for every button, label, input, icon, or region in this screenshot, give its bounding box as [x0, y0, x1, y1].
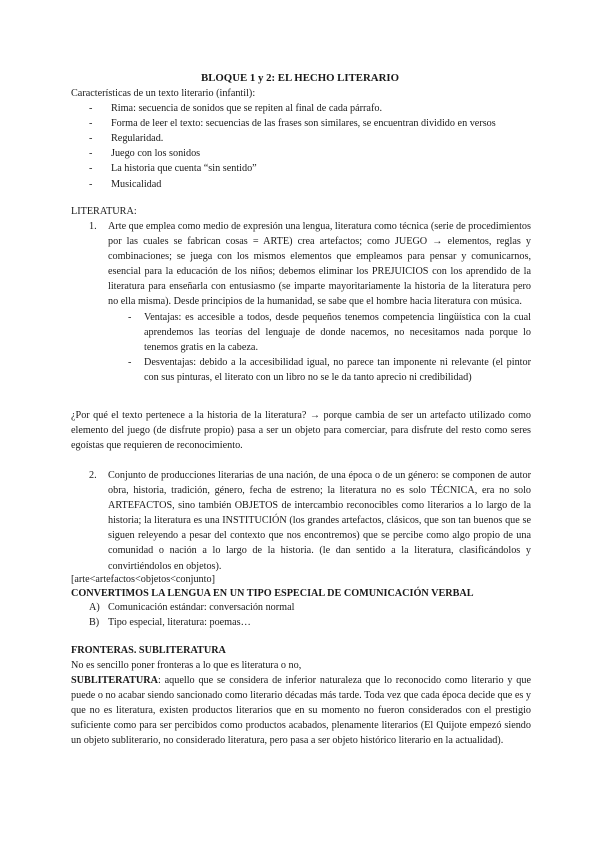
fronteras-heading: FRONTERAS. SUBLITERATURA — [71, 645, 226, 656]
subliteratura-term: SUBLITERATURA — [71, 675, 158, 686]
subliteratura-definition: : aquello que se considera de inferior naturaleza que lo reconocido como literario y que puede o no acabar siendo sancionado como literario décadas más tarde. Toda vez que cada época decide que es y que no es literatura, existen productos literarios que en su momento no fueron considerados con el prestigio suficiente como para ser percibidos como productos acabados, plenamente literarios (El Quijote empezó siendo un objeto subliterario, no considerado literatura, pero pasa a ser objeto histórico literario en la actualidad). — [71, 675, 531, 747]
sublist-item-disadvantages: - Desventajas: debido a la accesibilidad igual, no parece tan imponente ni relevante (el pintor con sus pinturas, el literato con un libro no se le da tanto aprecio ni credibilidad) — [71, 355, 531, 385]
subliteratura-paragraph — [71, 673, 531, 748]
list-item: - La historia que cuenta “sin sentido” — [71, 161, 531, 176]
list-item: - Rima: secuencia de sonidos que se repiten al final de cada párrafo. — [71, 101, 531, 116]
convertimos-heading: CONVERTIMOS LA LENGUA EN UN TIPO ESPECIAL DE COMUNICACIÓN VERBAL — [71, 588, 474, 599]
list-item: - Musicalidad — [71, 177, 531, 192]
item-number: 2. — [89, 470, 97, 481]
characteristics-heading: Características de un texto literario (infantil): — [71, 88, 256, 99]
item-number: 1. — [89, 221, 97, 232]
communication-types — [71, 600, 531, 630]
formula-line: [arte<artefactos<objetos<conjunto] — [71, 574, 215, 585]
list-item: - Regularidad. — [71, 131, 531, 146]
sublist-item-advantages: - Ventajas: es accesible a todos, desde pequeños tenemos competencia lingüística con la cual aprendemos las teorías del lenguaje de donde nacemos, no necesitamos nada porque lo tenemos gratis en la cabeza. — [71, 310, 531, 355]
characteristics-section — [71, 86, 531, 192]
list-item: B) Tipo especial, literatura: poemas… — [89, 617, 251, 629]
page-title: BLOQUE 1 y 2: EL HECHO LITERARIO — [201, 72, 399, 84]
item-text: Conjunto de producciones literarias de una nación, de una época o de un género: se componen de autor obra, historia, tradición, género, fecha de estreno; la literatura no es solo TÉCNICA, era no solo ARTEFACTOS, sino también OBJETOS de intercambio reconocibles como literarios a lo largo de la historia; la literatura es una INSTITUCIÓN (los grandes artefactos, clásicos, que son tan buenos que se siguen releyendo a pesar del contexto que nos encontremos) que se percibe como algo propio de una comunidad o nación a lo largo de la historia. (le dan sentido a la literatura, clasificándolos y convirtiéndolos en objetos). — [108, 470, 531, 572]
fronteras-intro: No es sencillo poner fronteras a lo que es literatura o no, — [71, 660, 302, 671]
literature-item-2 — [71, 468, 531, 574]
literature-section-heading: LITERATURA: — [71, 206, 137, 217]
list-item: - Forma de leer el texto: secuencias de las frases son similares, se encuentran dividido en versos — [71, 116, 531, 131]
list-item: - Juego con los sonidos — [71, 146, 531, 161]
item-text: Arte que emplea como medio de expresión una lengua, literatura como técnica (serie de procedimientos por las cuales se fabrican cosas = ARTE) crea artefactos; como JUEGO → elementos, reglas y combinaciones; se juega con los mismos elementos que empleamos para pensar y comunicarnos, esencial para la educación de los niños; debemos eliminar los PREJUICIOS con los aprendido de la literatura para enseñarla con entusiasmo (se imparte mayoritariamente la historia de la literatura pero no ella misma). Desde principios de la humanidad, se sabe que el hombre hacia literatura con música. — [108, 221, 531, 308]
literature-item-1 — [71, 219, 531, 385]
question-paragraph: ¿Por qué el texto pertenece a la historia de la literatura? → porque cambia de ser un artefacto utilizado como elemento del juego (de disfrute propio) pasa a ser un objeto para comerciar, para disfrute del resto como seres egoístas que requieren de reconocimiento. — [71, 410, 531, 452]
list-item: A) Comunicación estándar: conversación normal — [89, 602, 295, 613]
